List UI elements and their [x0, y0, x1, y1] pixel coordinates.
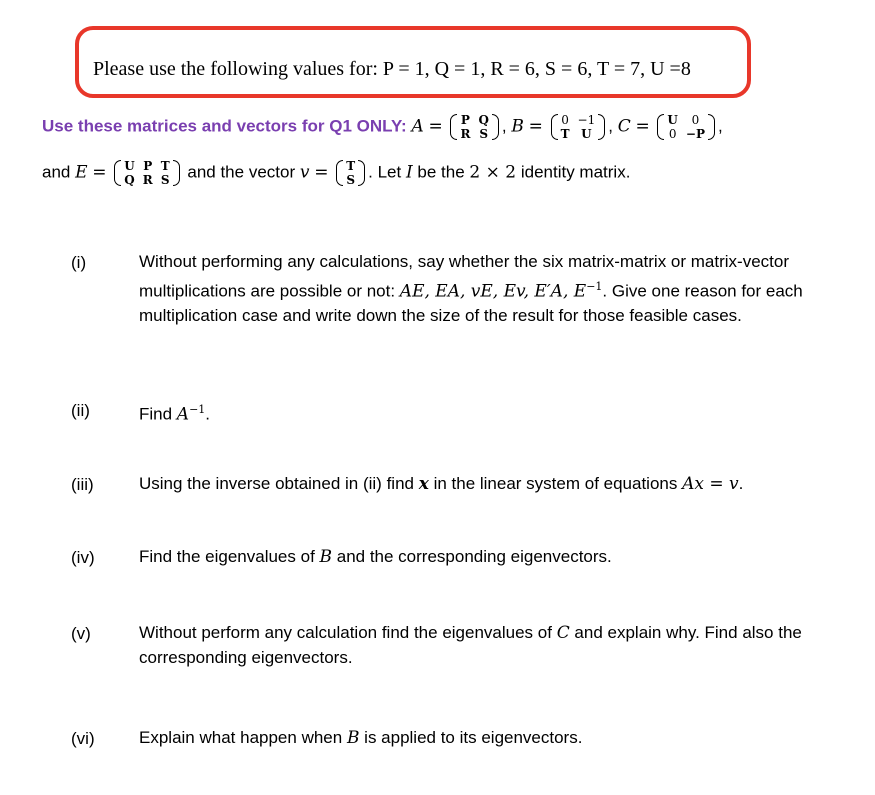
question-label: (ii) — [71, 401, 90, 420]
preamble-line-2: and E = U P T Q R S and the vector v = T S . Let I be the 2 × 2 identity matrix. — [42, 159, 631, 187]
matrix-C — [657, 113, 715, 141]
matrix-A-cell-1-0: R — [460, 127, 471, 141]
matrix-C-cell-1-0: 0 — [668, 127, 677, 141]
matrix-A-cell-1-1: S — [479, 127, 488, 141]
identity-name: I — [405, 162, 413, 183]
matrix-B-cell-1-1: U — [581, 127, 592, 141]
matrix-C-cell-1-1: −P — [685, 127, 705, 141]
identity-size: 2 × 2 — [469, 162, 517, 183]
question-text: Without perform any calculation find the eigenvalues of C and explain why. Find also the corresponding eigenvectors. — [139, 623, 802, 667]
preamble-line-1: Use these matrices and vectors for Q1 ONLY: A = P Q R S , B = 0 −1 T U , C = U 0 0 −P , — [42, 113, 723, 141]
matrix-E — [114, 159, 179, 187]
matrix-A-cell-0-0: P — [460, 113, 470, 127]
question-label: (iii) — [71, 475, 94, 494]
matrix-A-cell-0-1: Q — [478, 113, 489, 127]
matrix-C-cell-0-0: U — [667, 113, 678, 127]
question-text: Find $A^{-1}$. — [139, 403, 211, 425]
matrix-v-cell-1-0: S — [346, 173, 355, 187]
vector-v — [336, 159, 365, 187]
question-label: (v) — [71, 624, 91, 643]
question-text: Explain what happen when B is applied to its eigenvectors. — [139, 728, 583, 748]
matrix-A — [450, 113, 498, 141]
matrix-E-cell-0-2: T — [160, 159, 170, 173]
question-text: Without performing any calculations, say whether the six matrix-matrix or matrix-vector multiplications are possible or not: AE, EA, vE, Ev, E′A, $E^{-1}$. Give one reason for each multiplication case and write down the size of the result for those feasible cases. — [139, 252, 803, 325]
matrix-B-cell-1-0: T — [560, 127, 570, 141]
question-label: (vi) — [71, 729, 95, 748]
matrix-A-name: A — [411, 116, 424, 137]
matrix-E-cell-0-0: U — [124, 159, 135, 173]
question-label: (iv) — [71, 548, 95, 567]
matrix-B-cell-0-0: 0 — [561, 113, 569, 127]
question-text: Find the eigenvalues of B and the corresponding eigenvectors. — [139, 547, 612, 567]
matrix-E-cell-1-0: Q — [124, 173, 135, 187]
matrix-E-cell-1-2: S — [160, 173, 170, 187]
matrix-C-name: C — [617, 116, 631, 137]
matrix-v-cell-0-0: T — [346, 159, 356, 173]
question-label: (i) — [71, 253, 87, 272]
matrix-E-cell-1-1: R — [142, 173, 153, 187]
values-notice: Please use the following values for: P = 1, Q = 1, R = 6, S = 6, T = 7, U =8 — [93, 58, 691, 80]
vector-v-name: v — [299, 162, 310, 183]
matrix-E-name: E — [75, 162, 88, 183]
preamble-lead: Use these matrices and vectors for Q1 ONLY — [42, 116, 402, 136]
matrix-B-cell-0-1: −1 — [577, 113, 596, 127]
matrix-B-name: B — [511, 116, 524, 137]
matrix-E-cell-0-1: P — [143, 159, 153, 173]
matrix-B — [551, 113, 606, 141]
matrix-C-cell-0-1: 0 — [691, 113, 700, 127]
question-text: Using the inverse obtained in (ii) find x in the linear system of equations Ax = v. — [139, 474, 744, 494]
